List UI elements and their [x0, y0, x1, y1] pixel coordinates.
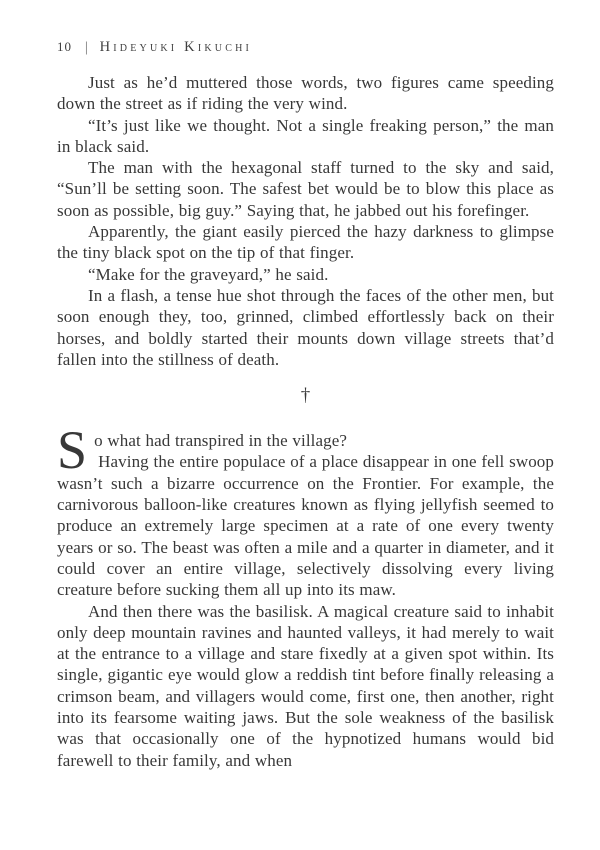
paragraph: “Make for the graveyard,” he said.: [88, 264, 329, 284]
header-separator: |: [85, 38, 88, 55]
paragraph: In a flash, a tense hue shot through the faces of the other men, but soon enough they, too, grinned, climbed effortlessly back on their horses, and boldly started their mounts down village streets that’d fallen into the stillness of death.: [57, 285, 554, 369]
paragraph-dropcap: [57, 420, 554, 600]
text-block: [57, 72, 554, 771]
running-header: [0, 0, 600, 56]
continuation-text: Having the entire populace of a place disappear in one fell swoop wasn’t such a bizarre occurrence on the Frontier. For example, the carnivorous balloon-like creatures known as flying jellyfish seemed to produce an extremely large specimen at a rate of one every twenty years or so. The beast was often a mile and a quarter in diameter, and it could cover an entire village, selectively dissolving every living creature before sucking them all up into its maw.: [57, 452, 554, 600]
paragraph: The man with the hexagonal staff turned to the sky and said, “Sun’ll be setting soon. The safest bet would be to blow this place as soon as possible, big guy.” Saying that, he jabbed out his forefinger.: [57, 158, 554, 220]
paragraph: “It’s just like we thought. Not a single freaking person,” the man in black said.: [57, 115, 554, 156]
drop-cap: S: [57, 420, 88, 481]
section-break-dagger-icon: †: [300, 385, 311, 407]
question-line: o what had transpired in the village?: [94, 431, 348, 451]
paragraph: Apparently, the giant easily pierced the hazy darkness to glimpse the tiny black spot on the tip of that finger.: [57, 222, 554, 263]
paragraph: Just as he’d muttered those words, two figures came speeding down the street as if riding the very wind.: [57, 73, 554, 114]
page-number: 10: [57, 39, 72, 54]
author-name: Hideyuki Kikuchi: [99, 39, 253, 55]
paragraph: And then there was the basilisk. A magical creature said to inhabit only deep mountain ravines and haunted valleys, it had merely to wait at the entrance to a village and stare fixedly at a given spot within. Its single, gigantic eye would glow a reddish tint before finally releasing a crimson beam, and villagers would come, first one, then another, right into its fearsome waiting jaws. But the sole weakness of the basilisk was that occasionally one of the hypnotized humans would bid farewell to their family, and when: [57, 601, 554, 770]
